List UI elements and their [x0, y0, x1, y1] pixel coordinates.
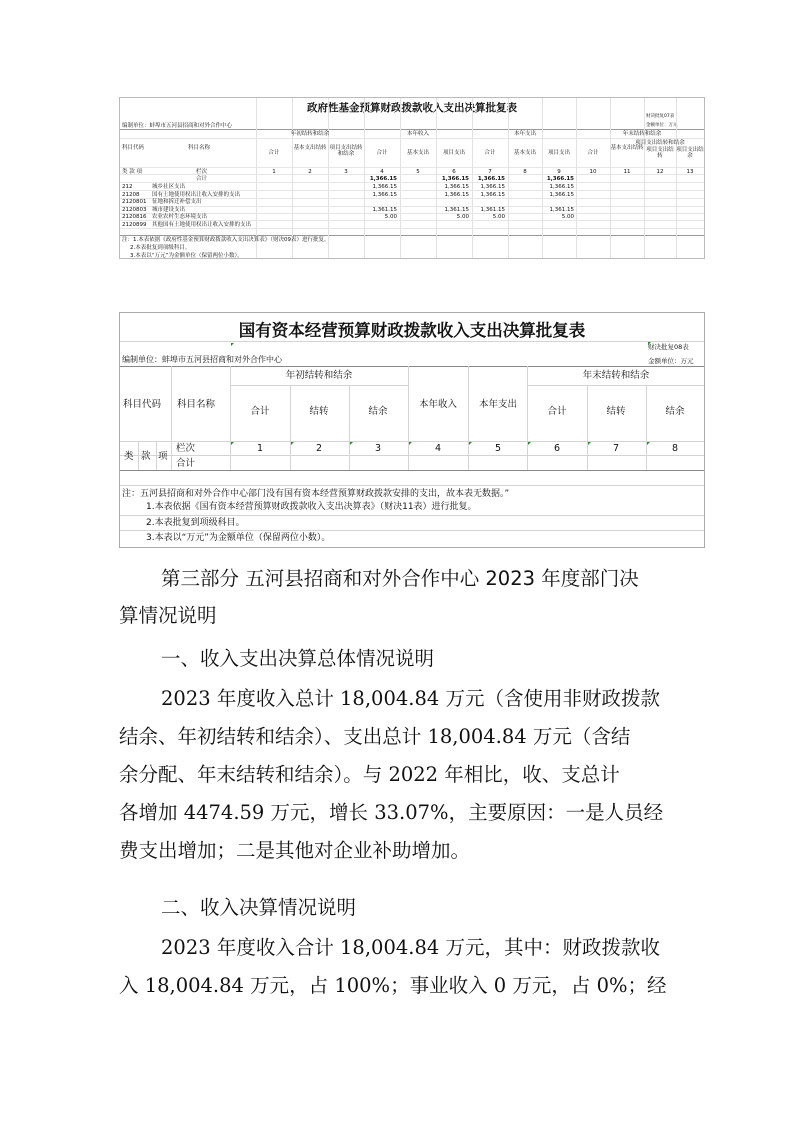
government-fund-approval-table	[119, 97, 705, 259]
table1-grid	[508, 98, 509, 258]
paragraph-line: 结余、年初结转和结余）、支出总计 18,004.84 万元（含结	[119, 725, 631, 748]
table1-row-name: 征地和拆迁补偿支出	[152, 199, 202, 206]
table1-row-name: 城乡社区支出	[152, 184, 186, 190]
table1-grid	[120, 235, 704, 236]
table1-grid	[120, 213, 704, 214]
cell-marker-icon	[231, 442, 234, 445]
table2-org: 编制单位：蚌埠市五河县招商和对外合作中心	[122, 355, 282, 364]
table2-code: 财决批复08表	[648, 343, 689, 351]
table1-row-value: 1,361.15	[444, 206, 469, 213]
table1-row-value: 1,366.15	[480, 184, 505, 190]
table1-col-header: 合计	[268, 150, 280, 156]
table1-col-header: 合计	[587, 150, 599, 156]
cell-marker-icon	[528, 442, 531, 445]
paragraph-line: 各增加 4474.59 万元，增长 33.07%，主要原因：一是人员经	[119, 801, 664, 824]
table1-row-value: 1,366.15	[444, 191, 469, 198]
table2-grid	[290, 385, 291, 470]
state-capital-approval-table	[119, 312, 705, 548]
section-heading-2: 二、收入决算情况说明	[161, 896, 357, 919]
table1-col-header: 项目支出	[442, 150, 465, 156]
table2-seq: 2	[315, 443, 323, 454]
table2-group-begin: 年初结转和结余	[285, 370, 353, 381]
table1-col-header: 基本支出结转	[610, 145, 644, 151]
table1-grid	[328, 98, 329, 258]
table2-class-label: 类	[124, 451, 134, 462]
table2-grid	[120, 366, 704, 367]
table1-col-header: 项目支出结转和结余	[329, 145, 363, 157]
table2-grid	[120, 341, 704, 342]
paragraph-line: 费支出增加；二是其他对企业补助增加。	[119, 839, 471, 862]
table2-col-header: 结转	[309, 406, 329, 417]
table1-seq: 6	[452, 169, 456, 175]
table1-total-value: 1,366.15	[546, 176, 574, 182]
table2-grid	[120, 441, 704, 442]
table1-seq-label: 栏次	[196, 169, 208, 175]
table2-grid	[527, 385, 704, 386]
table2-title: 国有资本经营预算财政拨款收入支出决算批复表	[238, 321, 586, 340]
table1-seq: 8	[523, 169, 527, 175]
table1-grid	[120, 174, 704, 175]
table1-col-header: 基本支出	[513, 150, 536, 156]
table2-class-label: 项	[158, 451, 168, 462]
table2-total-label: 合计	[176, 458, 196, 469]
table1-seq: 7	[488, 169, 492, 175]
table2-grid	[230, 385, 408, 386]
table2-income: 本年收入	[418, 399, 458, 410]
table1-grid	[120, 206, 704, 207]
table1-group-expense: 本年支出	[513, 131, 537, 137]
table2-seq: 4	[434, 443, 442, 454]
table1-grid	[120, 198, 704, 199]
table2-grid	[349, 385, 350, 470]
table1-title: 政府性基金预算财政拨款收入支出决算批复表	[307, 102, 517, 114]
table1-grid	[120, 228, 704, 229]
table2-grid	[120, 470, 704, 471]
table1-group-end: 年末结转和结余	[622, 131, 662, 137]
table1-row-value: 1,366.15	[549, 184, 574, 190]
table2-note: 注：五河县招商和对外合作中心部门没有国有资本经营预算财政拨款安排的支出，故本表无数据。”	[122, 489, 510, 499]
table1-row-name: 国有土地使用权出让收入安排的支出	[152, 191, 241, 198]
table2-col-header: 合计	[547, 406, 567, 417]
table1-row-value: 1,366.15	[444, 184, 469, 190]
table1-seq: 1	[272, 169, 276, 175]
table2-seq-label: 栏次	[176, 443, 196, 454]
table1-row-name: 农业农村生态环境支出	[152, 214, 208, 221]
table1-grid	[472, 98, 473, 258]
table2-seq: 5	[494, 443, 502, 454]
cell-marker-icon	[469, 442, 472, 445]
table2-seq: 1	[256, 443, 264, 454]
table1-grid	[120, 129, 704, 130]
table1-unit: 金额单位：万元	[646, 123, 678, 128]
section-heading-1: 一、收入支出决算总体情况说明	[161, 647, 435, 670]
table1-col-header: 合计	[376, 150, 388, 156]
table1-total-value: 1,366.15	[441, 176, 469, 182]
table2-seq: 6	[553, 443, 561, 454]
table2-group-end: 年末结转和结余	[582, 370, 650, 381]
part-title-line1: 第三部分 五河县招商和对外合作中心 2023 年度部门决	[161, 567, 639, 590]
table2-header-code: 科目代码	[123, 399, 162, 410]
table2-note: 2.本表批复到项级科目。	[146, 518, 245, 528]
table1-grid	[644, 98, 645, 258]
table2-grid	[120, 455, 704, 456]
table1-grid	[120, 138, 704, 139]
table1-row-value: 1,361.15	[549, 206, 574, 213]
table2-grid	[646, 385, 647, 470]
table1-seq: 3	[344, 169, 348, 175]
paragraph-line: 2023 年度收入总计 18,004.84 万元（含使用非财政拨款	[161, 687, 660, 710]
table1-seq: 2	[308, 169, 312, 175]
table1-col-header: 基本支出结转	[293, 145, 327, 151]
part-title-line2: 算情况说明	[119, 604, 217, 627]
table1-grid	[120, 220, 704, 221]
table1-note: 注：1.本表依据《政府性基金预算财政拨款收入支出决算表》（财决09表）进行批复。	[122, 237, 330, 243]
paragraph-line: 2023 年度收入合计 18,004.84 万元，其中：财政拨款收	[161, 936, 660, 959]
table1-row-code: 2120816	[122, 214, 147, 221]
table1-row-value: 5.00	[561, 214, 574, 221]
cell-marker-icon	[648, 342, 651, 345]
table1-seq: 4	[380, 169, 384, 175]
table2-unit: 金额单位：万元	[648, 357, 694, 365]
table2-grid	[120, 530, 704, 531]
table1-code: 财决批复07表	[646, 114, 675, 119]
table1-row-code: 2120801	[122, 199, 147, 206]
table1-group-end-proj: 项目支出结转和结余	[635, 140, 685, 146]
table2-grid	[587, 385, 588, 470]
table2-note: 3.本表以“万元”为金额单位（保留两位小数）。	[146, 533, 331, 543]
table1-col-header: 基本支出	[406, 150, 429, 156]
table1-grid	[676, 98, 677, 258]
table1-row-value: 5.00	[456, 214, 469, 221]
table1-col-header: 项目支出结余	[676, 147, 704, 159]
cell-marker-icon	[291, 442, 294, 445]
cell-marker-icon	[350, 442, 353, 445]
table1-seq: 12	[656, 169, 664, 175]
table1-row-code: 2120803	[122, 206, 147, 213]
table1-header-code: 科目代码	[122, 145, 145, 151]
table1-org: 编制单位：蚌埠市五河县招商和对外合作中心	[122, 123, 233, 129]
table1-row-name: 城市建设支出	[152, 206, 186, 213]
table1-note: 2.本表批复到项级科目。	[130, 245, 191, 251]
table2-col-header: 结余	[368, 406, 388, 417]
table1-total-value: 1,366.15	[477, 176, 505, 182]
table1-total-value: 1,366.15	[369, 176, 397, 182]
table1-header-name: 科目名称	[188, 145, 211, 151]
table1-col-header: 项目支出	[547, 150, 570, 156]
table1-grid	[292, 98, 293, 258]
table1-seq: 5	[416, 169, 420, 175]
table1-seq: 10	[589, 169, 597, 175]
table2-expense: 本年支出	[478, 399, 518, 410]
table1-note: 3.本表以“万元”为金额单位（保留两位小数）。	[130, 253, 243, 259]
table1-group-income: 本年收入	[406, 131, 430, 137]
table2-col-header: 结转	[606, 406, 626, 417]
cell-marker-icon	[588, 442, 591, 445]
table1-grid	[542, 98, 543, 258]
table1-grid	[610, 98, 611, 258]
table1-total-label: 合计	[196, 176, 208, 182]
table1-row-name: 其他国有土地使用权出让收入安排的支出	[152, 222, 252, 228]
table1-col-header: 项目支出结转	[646, 147, 674, 159]
table2-seq: 7	[612, 443, 620, 454]
table2-note: 1.本表依据《国有资本经营预算财政拨款收入支出决算表》（财决11表）进行批复。	[146, 502, 477, 512]
table1-row-value: 5.00	[384, 214, 397, 221]
table2-class-label: 款	[141, 451, 151, 462]
table1-row-value: 1,366.15	[372, 184, 397, 190]
table1-row-value: 1,366.15	[480, 191, 505, 198]
table2-seq: 8	[671, 443, 679, 454]
table2-grid	[120, 515, 704, 516]
table1-row-value: 1,366.15	[372, 191, 397, 198]
table1-group-begin: 年初结转和结余	[290, 131, 330, 137]
table1-grid	[576, 98, 577, 258]
table2-header-name: 科目名称	[177, 399, 216, 410]
table1-grid	[120, 167, 704, 168]
table1-grid	[120, 182, 704, 183]
table1-grid	[256, 98, 257, 258]
table1-row-code: 2120899	[122, 222, 147, 228]
table1-seq: 9	[557, 169, 561, 175]
table2-seq: 3	[374, 443, 382, 454]
table1-grid	[400, 98, 401, 258]
table1-row-code: 21208	[122, 191, 140, 198]
table1-seq: 11	[623, 169, 631, 175]
table1-grid	[436, 98, 437, 258]
table1-row-value: 5.00	[492, 214, 505, 221]
table1-row-value: 1,361.15	[372, 206, 397, 213]
table1-col-header: 合计	[484, 150, 496, 156]
table2-col-header: 结余	[665, 406, 685, 417]
table2-col-header: 合计	[250, 406, 270, 417]
table1-grid	[364, 98, 365, 258]
cell-marker-icon	[231, 343, 234, 346]
table1-seq: 13	[686, 169, 694, 175]
table1-class-label: 类 款 项	[122, 169, 142, 175]
cell-marker-icon	[409, 442, 412, 445]
paragraph-line: 入 18,004.84 万元，占 100%；事业收入 0 万元，占 0%；经	[119, 974, 667, 997]
table1-row-value: 1,361.15	[480, 206, 505, 213]
cell-marker-icon	[647, 442, 650, 445]
paragraph-line: 余分配、年末结转和结余）。与 2022 年相比，收、支总计	[119, 763, 620, 786]
table2-grid	[120, 485, 704, 486]
table1-row-value: 1,366.15	[549, 191, 574, 198]
table1-row-code: 212	[122, 184, 133, 190]
